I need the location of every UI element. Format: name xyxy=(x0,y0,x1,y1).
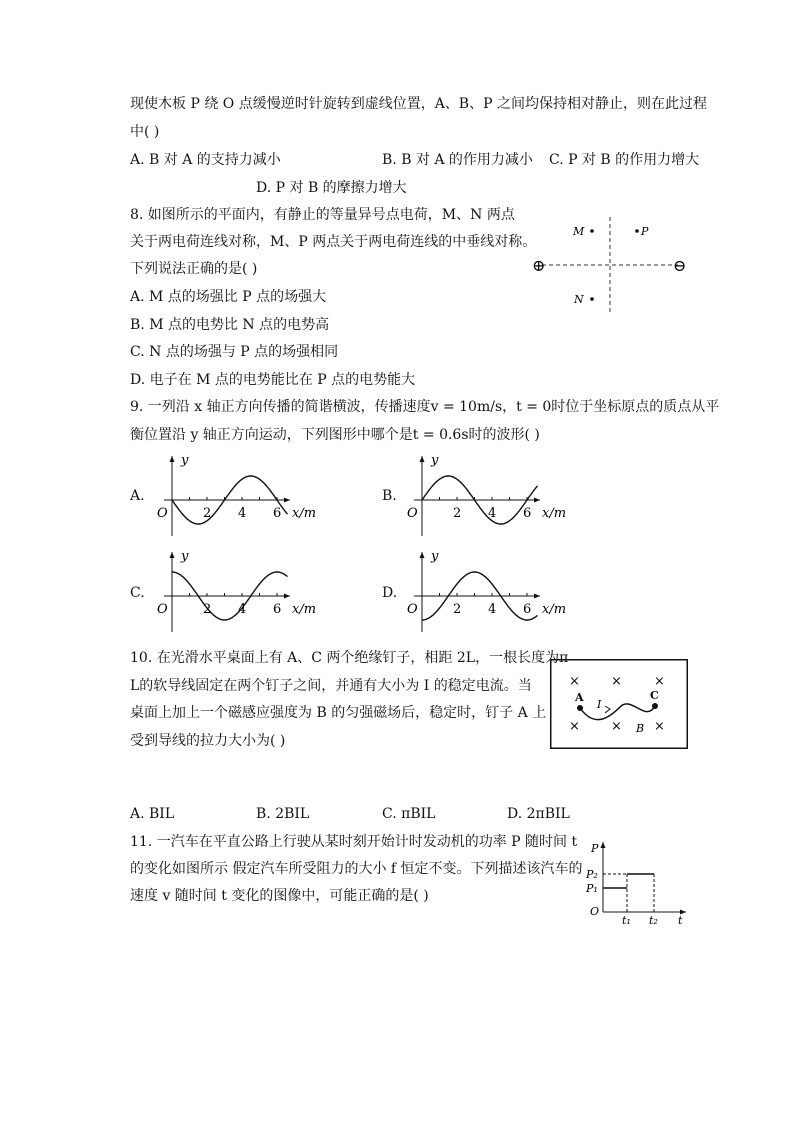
q10-magnetic-field-figure xyxy=(550,659,688,749)
q8-charge-figure xyxy=(528,215,693,315)
x-axis-label: x/m xyxy=(542,506,567,521)
y-axis-arrow-icon xyxy=(420,456,425,462)
q9-label-c: C. xyxy=(130,585,145,601)
q11-stem-line3: 速度 v 随时间 t 变化的图像中，可能正确的是( ) xyxy=(130,888,429,904)
q11-stem-line2: 的变化如图所示 假定汽车所受阻力的大小 f 恒定不变。下列描述该汽车的 xyxy=(130,861,583,877)
current-label: I xyxy=(597,698,602,711)
field-b-label: B xyxy=(636,722,645,735)
x-axis-label: x/m xyxy=(292,506,317,521)
q9-label-a: A. xyxy=(130,488,145,504)
x-tick-label: 6 xyxy=(273,506,282,521)
t1-label: t₁ xyxy=(622,914,631,927)
q10-stem-line1: 10. 在光滑水平桌面上有 A、C 两个绝缘钉子，相距 2L，一根长度为π xyxy=(130,650,569,666)
q9-stem-line2: 衡位置沿 y 轴正方向运动，下列图形中哪个是t = 0.6s时的波形( ) xyxy=(130,427,540,443)
q8-stem-line1: 8. 如图所示的平面内，有静止的等量异号点电荷，M、N 两点 xyxy=(130,207,515,223)
x-tick-label: 4 xyxy=(488,602,497,617)
x-axis-arrow-icon xyxy=(284,498,290,503)
p1-label: P₁ xyxy=(586,882,598,895)
nail-a-dot xyxy=(577,705,583,711)
field-cross: × xyxy=(569,719,580,734)
q10-option-a: A. BIL xyxy=(130,806,175,822)
y-axis-label: y xyxy=(181,549,189,564)
x-tick-label: 4 xyxy=(238,506,247,521)
point-p-dot xyxy=(635,229,639,233)
p-axis-arrow-icon xyxy=(601,842,606,848)
q9-stem-line1: 9. 一列沿 x 轴正方向传播的简谐横波，传播速度v = 10m/s，t = 0时位于坐标原点的质点从平 xyxy=(130,399,720,415)
q7-stem-line1: 现使木板 P 绕 O 点缓慢逆时针旋转到虚线位置，A、B、P 之间均保持相对静止，则在此过程 xyxy=(130,96,707,112)
origin-label: O xyxy=(157,506,168,521)
x-axis-label: x/m xyxy=(292,602,317,617)
y-axis-arrow-icon xyxy=(420,552,425,558)
field-cross: × xyxy=(654,719,665,734)
q10-stem-line2: L的软导线固定在两个钉子之间，并通有大小为 I 的稳定电流。当 xyxy=(130,678,532,694)
x-tick-label: 2 xyxy=(203,602,212,617)
q8-option-a: A. M 点的场强比 P 点的场强大 xyxy=(130,289,327,305)
q8-option-b: B. M 点的电势比 N 点的电势高 xyxy=(130,317,330,333)
nail-a-label: A xyxy=(575,691,584,704)
x-tick-label: 4 xyxy=(488,506,497,521)
x-tick-label: 4 xyxy=(238,602,247,617)
positive-charge-icon: ⊕ xyxy=(532,256,546,275)
negative-charge-icon: ⊖ xyxy=(673,256,687,275)
q9-graph-d xyxy=(402,546,572,636)
x-tick-label: 2 xyxy=(453,506,462,521)
q10-option-b: B. 2BIL xyxy=(256,806,310,822)
point-m-label: M xyxy=(573,225,585,238)
q11-stem-line1: 11. 一汽车在平直公路上行驶从某时刻开始计时发动机的功率 P 随时间 t xyxy=(130,834,578,850)
x-axis-label: x/m xyxy=(542,602,567,617)
x-tick-label: 6 xyxy=(273,602,282,617)
field-cross: × xyxy=(611,719,622,734)
q8-stem-line2: 关于两电荷连线对称，M、P 两点关于两电荷连线的中垂线对称。 xyxy=(130,234,537,250)
current-arrow-icon xyxy=(605,706,610,713)
q9-graph-a xyxy=(152,450,322,540)
y-axis-arrow-icon xyxy=(170,456,175,462)
q7-stem-line2: 中( ) xyxy=(130,124,160,140)
q7-option-a: A. B 对 A 的支持力减小 xyxy=(130,152,281,168)
q9-graph-c xyxy=(152,546,322,636)
q10-stem-line4: 受到导线的拉力大小为( ) xyxy=(130,733,286,749)
q9-label-b: B. xyxy=(382,488,397,504)
q8-option-c: C. N 点的场强与 P 点的场强相同 xyxy=(130,344,339,360)
field-cross: × xyxy=(611,674,622,689)
x-axis-arrow-icon xyxy=(534,594,540,599)
q9-graph-b xyxy=(402,450,572,540)
point-m-dot xyxy=(590,229,594,233)
x-tick-label: 6 xyxy=(523,506,532,521)
x-tick-label: 2 xyxy=(203,506,212,521)
q10-stem-line3: 桌面上加上一个磁感应强度为 B 的匀强磁场后，稳定时，钉子 A 上 xyxy=(130,705,547,721)
q8-option-d: D. 电子在 M 点的电势能比在 P 点的电势能大 xyxy=(130,372,416,388)
point-p-label: P xyxy=(641,225,649,238)
q11-power-time-graph xyxy=(578,838,690,928)
q8-stem-line3: 下列说法正确的是( ) xyxy=(130,261,258,277)
q10-option-c: C. πBIL xyxy=(382,806,436,822)
x-tick-label: 6 xyxy=(523,602,532,617)
q9-label-d: D. xyxy=(382,585,398,601)
q7-option-d: D. P 对 B 的摩擦力增大 xyxy=(256,180,407,196)
q7-option-c: C. P 对 B 的作用力增大 xyxy=(549,152,700,168)
y-axis-label: y xyxy=(431,453,439,468)
nail-c-dot xyxy=(652,703,658,709)
point-n-dot xyxy=(590,297,594,301)
x-axis-arrow-icon xyxy=(284,594,290,599)
t2-label: t₂ xyxy=(649,914,658,927)
origin-label: O xyxy=(157,602,168,617)
y-axis-label: y xyxy=(431,549,439,564)
p-axis-label: P xyxy=(591,842,599,855)
p2-label: P₂ xyxy=(586,868,598,881)
t-axis-label: t xyxy=(678,914,683,927)
soft-wire xyxy=(580,704,655,720)
x-axis-arrow-icon xyxy=(534,498,540,503)
q10-option-d: D. 2πBIL xyxy=(507,806,570,822)
y-axis-arrow-icon xyxy=(170,552,175,558)
point-n-label: N xyxy=(574,293,584,306)
origin-label: O xyxy=(590,905,600,918)
y-axis-label: y xyxy=(181,453,189,468)
origin-label: O xyxy=(407,506,418,521)
q7-option-b: B. B 对 A 的作用力减小 xyxy=(382,152,533,168)
field-cross: × xyxy=(654,674,665,689)
nail-c-label: C xyxy=(650,689,659,702)
x-tick-label: 2 xyxy=(453,602,462,617)
origin-label: O xyxy=(407,602,418,617)
field-cross: × xyxy=(569,674,580,689)
